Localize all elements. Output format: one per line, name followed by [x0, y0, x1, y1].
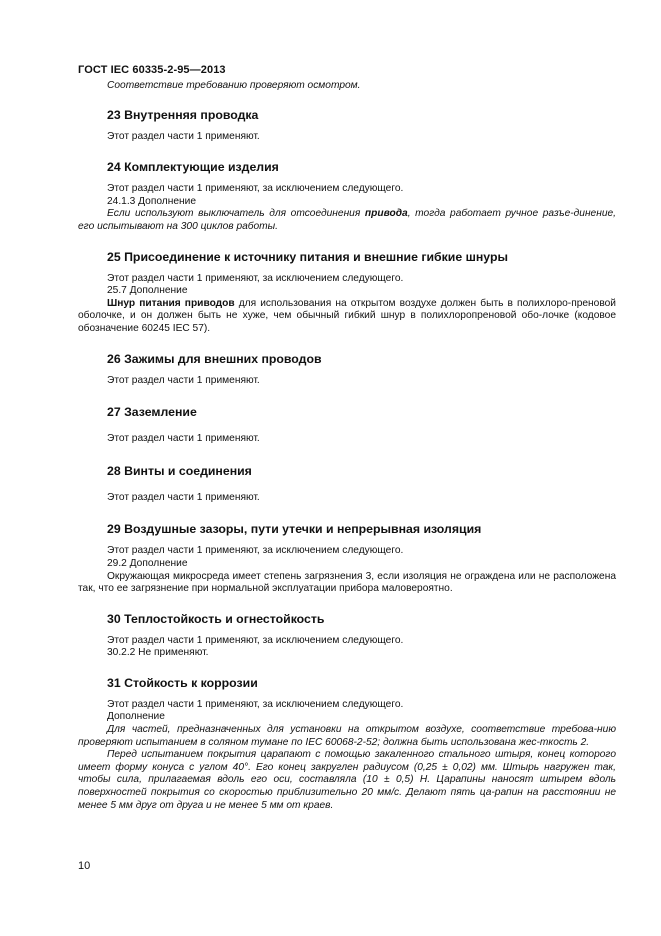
section-31-subclause: Дополнение [107, 711, 165, 723]
standard-header: ГОСТ IEC 60335-2-95—2013 [78, 64, 226, 76]
section-27-text: Этот раздел части 1 применяют. [107, 433, 260, 445]
section-29-heading: 29 Воздушные зазоры, пути утечки и непрерывная изоляция [107, 522, 482, 537]
section-29-addition: Окружающая микросреда имеет степень загрязнения 3, если изоляция не ограждена или не расположена так, что ее загрязнение при нормальной эксплуатации прибора маловероятно. [78, 570, 616, 595]
section-26-text: Этот раздел части 1 применяют. [107, 374, 260, 386]
section-26-heading: 26 Зажимы для внешних проводов [107, 351, 322, 366]
section-31-heading: 31 Стойкость к коррозии [107, 675, 258, 690]
section-31-text: Этот раздел части 1 применяют, за исключением следующего. [107, 698, 404, 710]
page-content [78, 80, 616, 812]
section-25-subclause: 25.7 Дополнение [107, 285, 188, 297]
section-29-text: Этот раздел части 1 применяют, за исключением следующего. [107, 545, 404, 557]
section-25-text: Этот раздел части 1 применяют, за исключением следующего. [107, 272, 404, 284]
section-31-paragraph-1: Для частей, предназначенных для установки на открытом воздухе, соответствие требова-нию проверяют испытанием в соляном тумане по IEC 60068-2-52; должна быть использована жес-ткость 2. [78, 724, 616, 748]
section-25-heading: 25 Присоединение к источнику питания и внешние гибкие шнуры [107, 249, 508, 264]
section-23-heading: 23 Внутренняя проводка [107, 107, 259, 122]
section-24-text: Этот раздел части 1 применяют, за исключением следующего. [107, 183, 404, 195]
section-25-addition [78, 298, 616, 336]
section-28-text: Этот раздел части 1 применяют. [107, 491, 260, 503]
section-25-addition-b: для использования на открытом воздухе должен быть в полихлоро-преновой оболочке, и он должен быть не хуже, чем обычный гибкий шнур в полихлоропреновой обо-лочке (кодовое обозначение 60245 IEC 57). [78, 297, 616, 334]
section-31-paragraph-2: Перед испытанием покрытия царапают с помощью закаленного стального штыря, конец которого имеет форму конуса с углом 40°. Его конец закруглен радиусом (0,25 ± 0,02) мм. Штырь нагружен так, чтобы сила, прилагаемая вдоль его оси, составляла (10 ± 0,5) Н. Царапины наносят штырем вдоль поверхностей покрытия со скоростью приблизительно 20 мм/с. Делают пять ца-рапин на расстоянии не менее 5 мм друг от друга и не менее 5 мм от краев. [78, 749, 616, 811]
section-24-addition-a: Если используют выключатель для отсоединения [107, 208, 365, 220]
intro-paragraph: Соответствие требованию проверяют осмотром. [107, 80, 361, 91]
term-power-cord: Шнур питания приводов [107, 297, 235, 309]
section-27-heading: 27 Заземление [107, 405, 197, 420]
section-24-addition [78, 208, 616, 233]
page-number: 10 [78, 860, 91, 872]
section-30-heading: 30 Теплостойкость и огнестойкость [107, 611, 325, 626]
section-28-heading: 28 Винты и соединения [107, 463, 252, 478]
section-23-text: Этот раздел части 1 применяют. [107, 130, 260, 142]
section-30-subclause: 30.2.2 Не применяют. [107, 647, 209, 659]
section-29-subclause: 29.2 Дополнение [107, 557, 188, 569]
section-24-heading: 24 Комплектующие изделия [107, 160, 279, 175]
section-30-text: Этот раздел части 1 применяют, за исключением следующего. [107, 634, 404, 646]
section-24-addition-c: , тогда работает ручное разъе-динение, его испытывают на 300 циклов работы. [78, 208, 616, 232]
term-drive: привода [364, 208, 408, 220]
section-24-subclause: 24.1.3 Дополнение [107, 195, 197, 207]
